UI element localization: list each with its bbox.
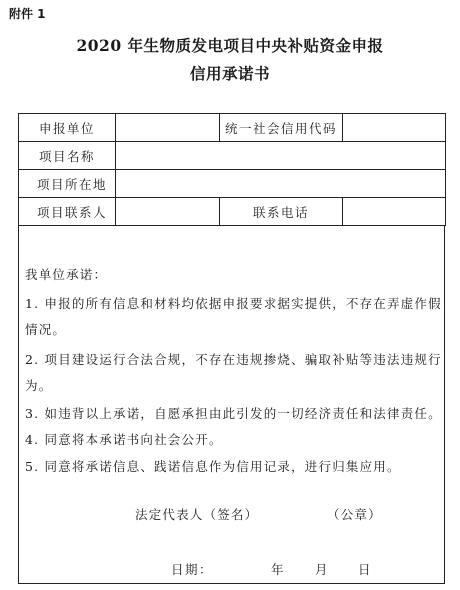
date-day-label: 日 [358,562,371,577]
project-location-field[interactable] [116,170,446,198]
document-title: 2020 年生物质发电项目中央补贴资金申报 [76,36,384,55]
commitment-item-3: 3. 如违背以上承诺，自愿承担由此引发的一切经济责任和法律责任。 [25,406,442,421]
date-year-label: 年 [271,562,284,577]
project-location-label: 项目所在地 [19,170,116,198]
form-row-contact [19,198,446,226]
commitment-item-1-continued: 情况。 [25,322,67,337]
date-month-label: 月 [315,562,328,577]
application-form-table [18,113,446,226]
credit-code-label: 统一社会信用代码 [220,114,343,142]
credit-code-field[interactable] [343,114,446,142]
representative-signature-label: 法定代表人（签名） [135,507,259,522]
commitment-statement-box [18,226,445,584]
date-label: 日期： [171,562,214,577]
contact-field[interactable] [116,198,220,226]
form-row-project-location [19,170,446,198]
unit-label: 申报单位 [19,114,116,142]
project-name-field[interactable] [116,142,446,170]
phone-label: 联系电话 [220,198,343,226]
commitment-intro: 我单位承诺： [25,267,108,282]
phone-field[interactable] [343,198,446,226]
commitment-item-1: 1. 申报的所有信息和材料均依据申报要求据实提供，不存在弄虚作假 [25,296,442,311]
contact-label: 项目联系人 [19,198,116,226]
official-seal-label: （公章） [327,507,382,522]
attachment-label: 附件 1 [9,7,46,21]
commitment-item-5: 5. 同意将承诺信息、践诺信息作为信用记录，进行归集应用。 [25,459,401,474]
commitment-item-2: 2. 项目建设运行合法合规，不存在违规掺烧、骗取补贴等违法违规行 [25,352,442,367]
document-subtitle: 信用承诺书 [189,64,270,83]
commitment-item-4: 4. 同意将本承诺书向社会公开。 [25,432,223,447]
commitment-item-2-continued: 为。 [25,378,53,393]
form-row-unit [19,114,446,142]
project-name-label: 项目名称 [19,142,116,170]
form-row-project-name [19,142,446,170]
unit-field[interactable] [116,114,220,142]
